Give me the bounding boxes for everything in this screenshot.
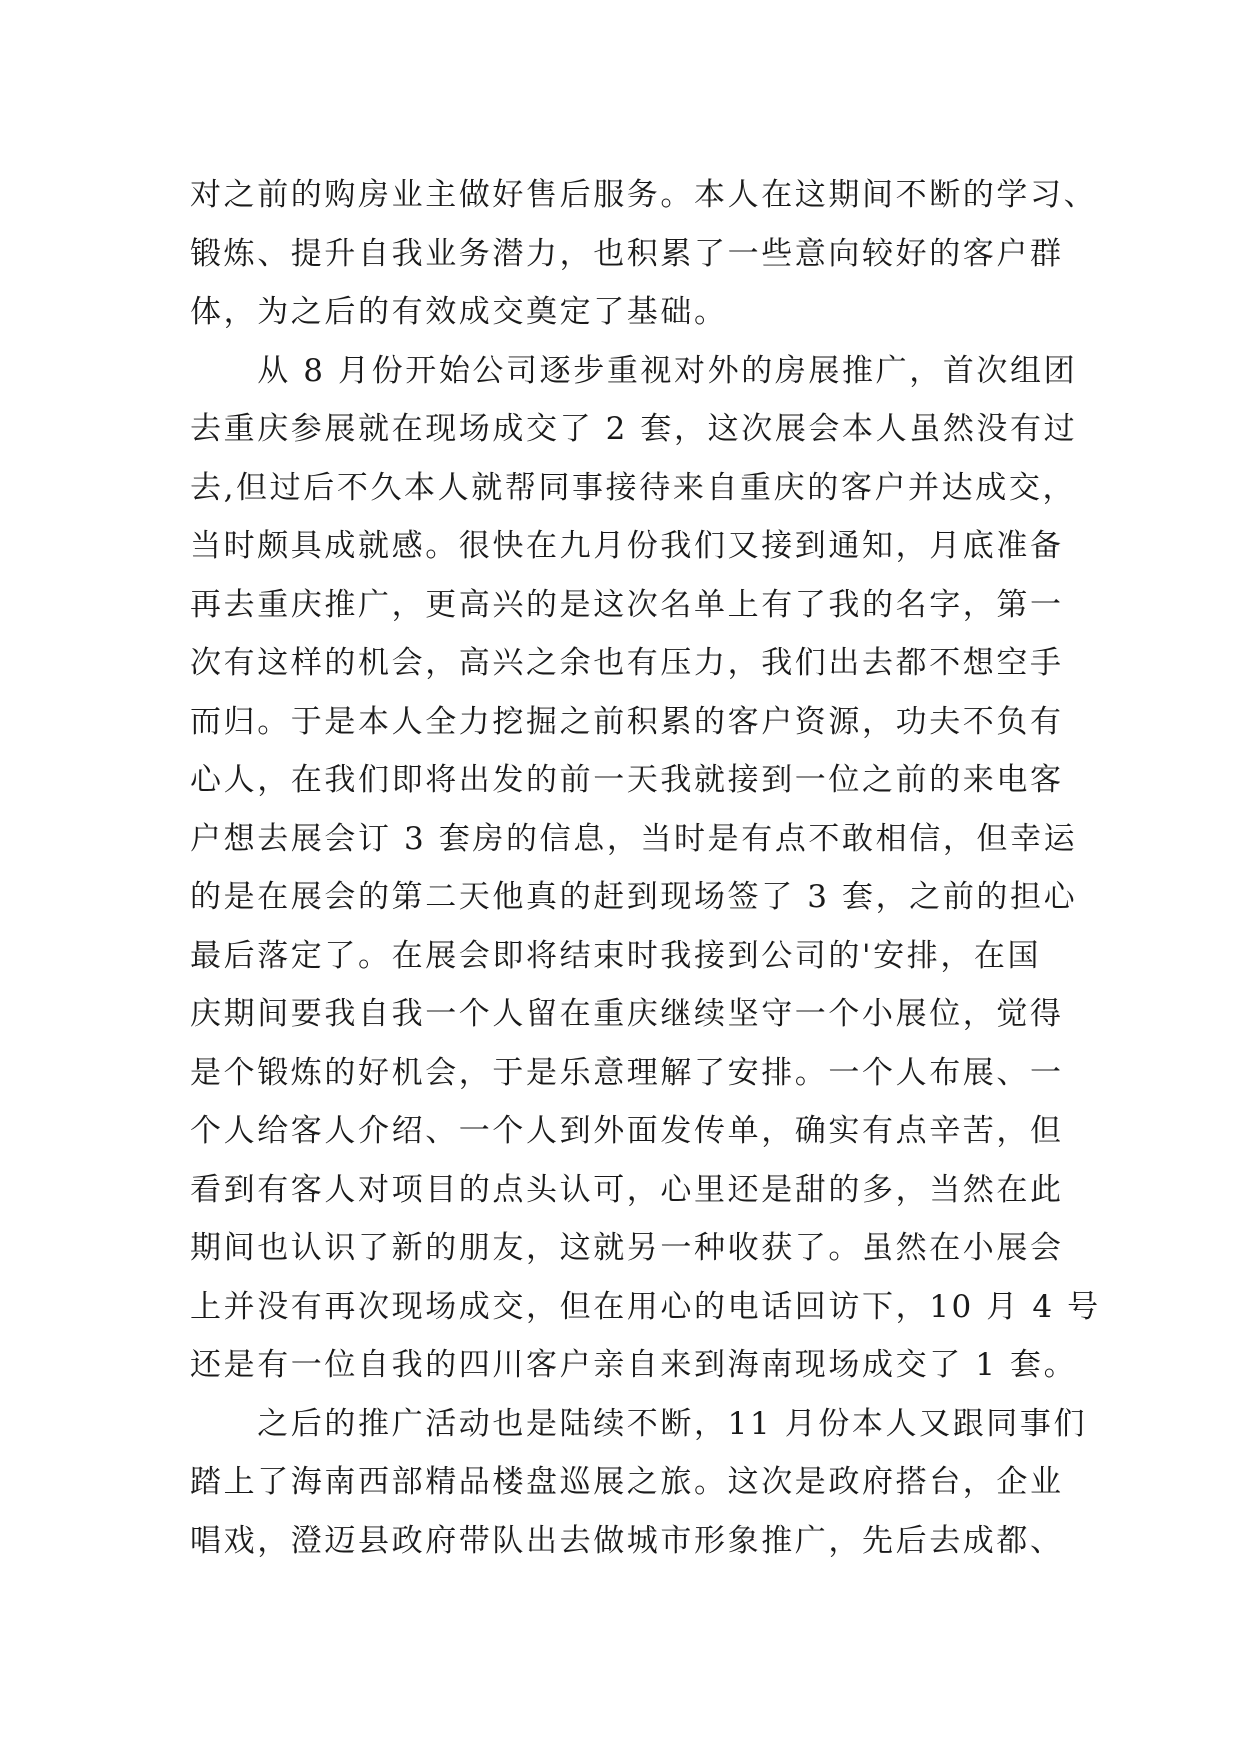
text-line: 最后落定了。在展会即将结束时我接到公司的'安排，在国: [190, 937, 1042, 974]
text-line: 去,但过后不久本人就帮同事接待来自重庆的客户并达成交，: [190, 469, 1077, 506]
text-line: 锻炼、提升自我业务潜力，也积累了一些意向较好的客户群: [190, 235, 1064, 272]
text-line: 个人给客人介绍、一个人到外面发传单，确实有点辛苦，但: [190, 1113, 1064, 1149]
text-line: 还是有一位自我的四川客户亲自来到海南现场成交了 1 套。: [190, 1347, 1078, 1383]
text-line: 而归。于是本人全力挖掘之前积累的客户资源，功夫不负有: [190, 703, 1064, 740]
text-line: 对之前的购房业主做好售后服务。本人在这期间不断的学习、: [190, 177, 1098, 213]
text-line: 踏上了海南西部精品楼盘巡展之旅。这次是政府搭台，企业: [190, 1464, 1064, 1500]
text-line: 户想去展会订 3 套房的信息，当时是有点不敢相信，但幸运: [190, 820, 1078, 857]
text-line: 期间也认识了新的朋友，这就另一种收获了。虽然在小展会: [190, 1230, 1064, 1266]
text-line: 体，为之后的有效成交奠定了基础。: [190, 294, 728, 330]
text-line: 唱戏，澄迈县政府带队出去做城市形象推广，先后去成都、: [190, 1522, 1064, 1559]
text-line: 看到有客人对项目的点头认可，心里还是甜的多，当然在此: [190, 1171, 1064, 1208]
text-line: 心人，在我们即将出发的前一天我就接到一位之前的来电客: [190, 762, 1064, 798]
text-line: 之后的推广活动也是陆续不断，11 月份本人又跟同事们: [190, 1405, 1088, 1442]
text-line: 次有这样的机会，高兴之余也有压力，我们出去都不想空手: [190, 645, 1064, 681]
text-line: 从 8 月份开始公司逐步重视对外的房展推广，首次组团: [190, 352, 1078, 389]
body-text: [190, 166, 1101, 1570]
text-line: 当时颇具成就感。很快在九月份我们又接到通知，月底准备: [190, 528, 1064, 564]
text-line: 上并没有再次现场成交，但在用心的电话回访下，10 月 4 号: [190, 1288, 1101, 1325]
text-line: 是个锻炼的好机会，于是乐意理解了安排。一个人布展、一: [190, 1054, 1064, 1091]
text-line: 庆期间要我自我一个人留在重庆继续坚守一个小展位，觉得: [190, 996, 1064, 1032]
text-line: 再去重庆推广，更高兴的是这次名单上有了我的名字，第一: [190, 586, 1064, 623]
text-line: 去重庆参展就在现场成交了 2 套，这次展会本人虽然没有过: [190, 411, 1078, 447]
text-line: 的是在展会的第二天他真的赶到现场签了 3 套，之前的担心: [190, 879, 1078, 915]
